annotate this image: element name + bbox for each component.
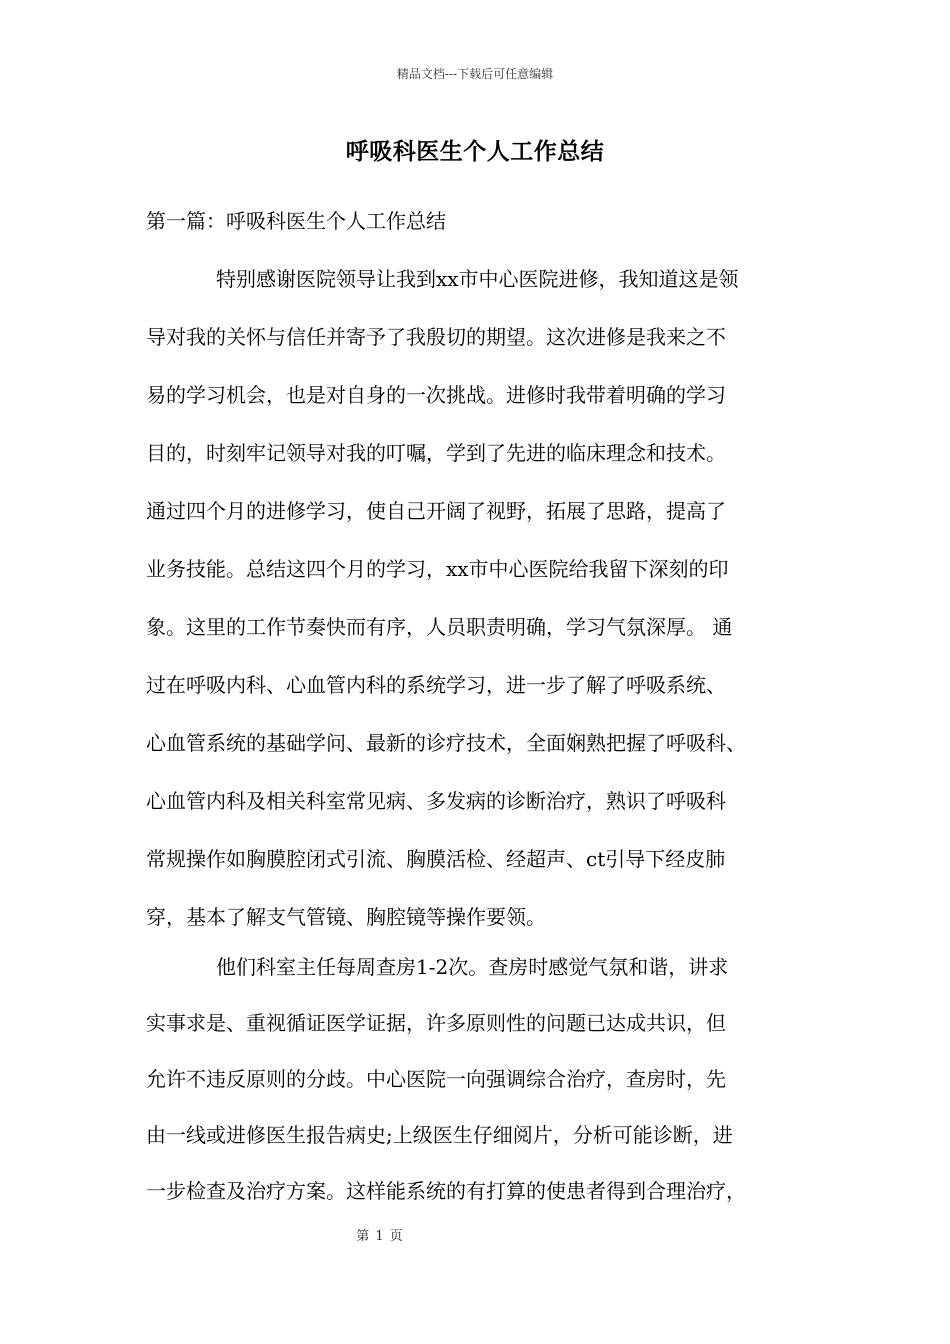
document-title: 呼吸科医生个人工作总结 (345, 138, 605, 165)
paragraph-1-line: 心血管系统的基础学问、最新的诊疗技术，全面娴熟把握了呼吸科、 (146, 731, 746, 755)
page-number: 第 1 页 (356, 1229, 404, 1244)
section-heading: 第一篇：呼吸科医生个人工作总结 (146, 209, 446, 233)
paragraph-1-line: 易的学习机会，也是对自身的一次挑战。进修时我带着明确的学习 (146, 383, 726, 407)
paragraph-1-line: 常规操作如胸膜腔闭式引流、胸膜活检、经超声、ct引导下经皮肺 (146, 847, 726, 871)
paragraph-1-line: 导对我的关怀与信任并寄予了我殷切的期望。这次进修是我来之不 (146, 325, 726, 349)
paragraph-2-line: 一步检查及治疗方案。这样能系统的有打算的使患者得到合理治疗， (146, 1179, 746, 1203)
paragraph-1-line: 过在呼吸内科、心血管内科的系统学习，进一步了解了呼吸系统、 (146, 673, 726, 697)
paragraph-1-line: 通过四个月的进修学习，使自己开阔了视野，拓展了思路，提高了 (146, 499, 726, 523)
paragraph-1-line: 心血管内科及相关科室常见病、多发病的诊断治疗，熟识了呼吸科 (146, 789, 726, 813)
paragraph-1-line: 目的，时刻牢记领导对我的叮嘱，学到了先进的临床理念和技术。 (146, 441, 726, 465)
paragraph-2-line: 实事求是、重视循证医学证据，许多原则性的问题已达成共识，但 (146, 1011, 726, 1035)
header-note: 精品文档---下载后可任意编辑 (396, 67, 554, 81)
paragraph-1-line: 特别感谢医院领导让我到xx市中心医院进修，我知道这是领 (216, 267, 739, 291)
paragraph-1-line: 穿，基本了解支气管镜、胸腔镜等操作要领。 (146, 905, 546, 929)
paragraph-2-line: 允许不违反原则的分歧。中心医院一向强调综合治疗，查房时，先 (146, 1067, 726, 1091)
paragraph-1-line: 象。这里的工作节奏快而有序，人员职责明确，学习气氛深厚。 通 (146, 615, 733, 639)
paragraph-2-line: 他们科室主任每周查房1-2次。查房时感觉气氛和谐，讲求 (216, 955, 729, 979)
paragraph-1-line: 业务技能。总结这四个月的学习，xx市中心医院给我留下深刻的印 (146, 557, 729, 581)
paragraph-2-line: 由一线或进修医生报告病史;上级医生仔细阅片，分析可能诊断，进 (146, 1123, 733, 1147)
